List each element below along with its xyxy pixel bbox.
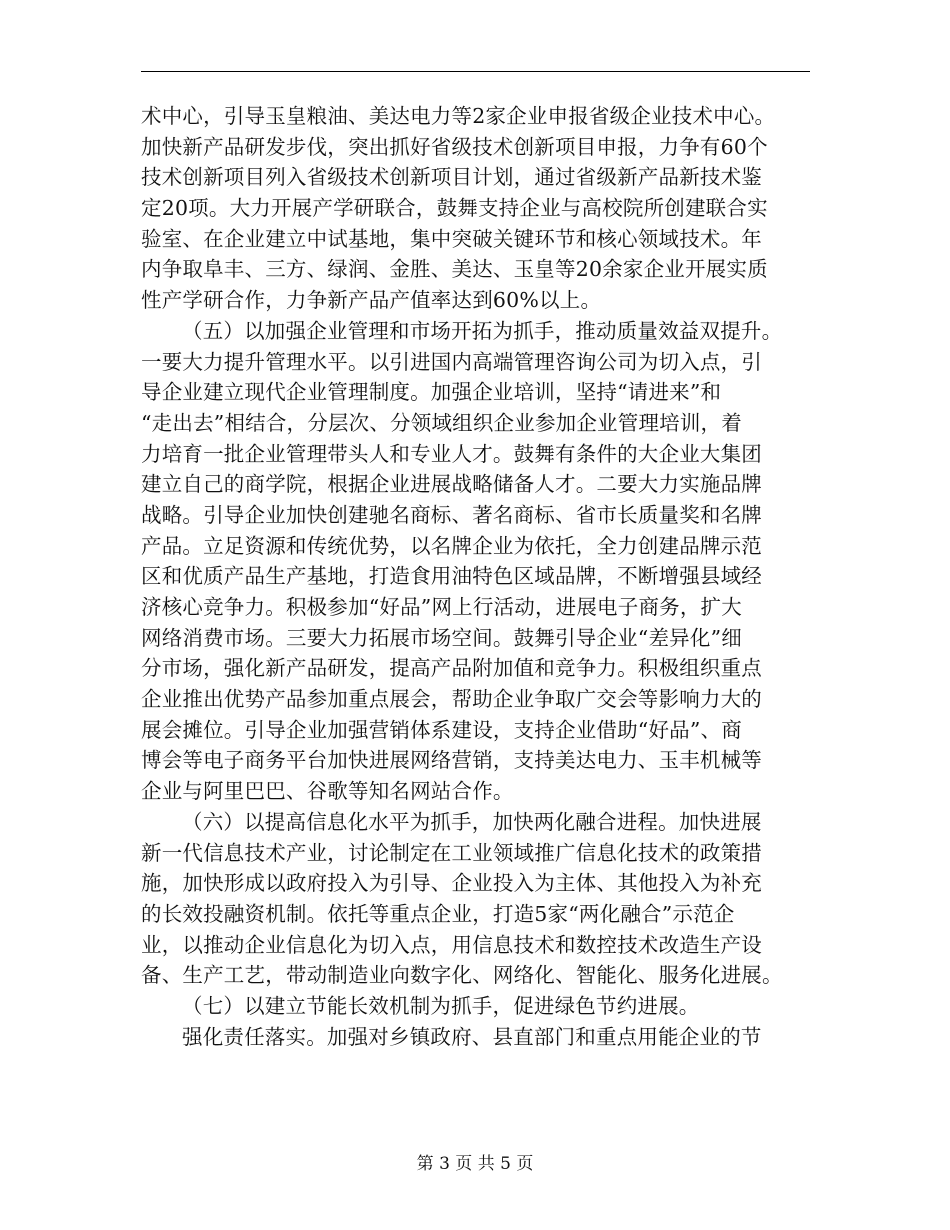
page-footer (0, 1152, 950, 1176)
text-line: 业，以推动企业信息化为切入点，用信息技术和数控技术改造生产设 (141, 932, 762, 957)
text-line: 博会等电子商务平台加快进展网络营销，支持美达电力、玉丰机械等 (141, 748, 762, 773)
text-line: 内争取阜丰、三方、绿润、金胜、美达、玉皇等20余家企业开展实质 (141, 257, 768, 282)
text-line: 区和优质产品生产基地，打造食用油特色区域品牌，不断增强县域经 (141, 564, 762, 589)
header-rule (141, 71, 810, 72)
text-line: 力培育一批企业管理带头人和专业人才。鼓舞有条件的大企业大集团 (141, 441, 762, 466)
text-line: 济核心竞争力。积极参加“好品”网上行活动，进展电子商务，扩大 (141, 595, 742, 619)
text-line: 新一代信息技术产业，讨论制定在工业领域推广信息化技术的政策措 (141, 840, 762, 865)
text-line: 术中心，引导玉皇粮油、美达电力等2家企业申报省级企业技术中心。 (141, 104, 776, 128)
text-line: 施，加快形成以政府投入为引导、企业投入为主体、其他投入为补充 (141, 871, 762, 896)
text-line: （七）以建立节能长效机制为抓手，促进绿色节约进展。 (182, 993, 700, 1018)
text-line: 定20项。大力开展产学研联合，鼓舞支持企业与高校院所创建联合实 (141, 196, 768, 221)
text-line: 加快新产品研发步伐，突出抓好省级技术创新项目申报，力争有60个 (141, 134, 768, 159)
text-line: 企业与阿里巴巴、谷歌等知名网站合作。 (141, 779, 514, 804)
text-line: 企业推出优势产品参加重点展会，帮助企业争取广交会等影响力大的 (141, 687, 762, 712)
text-line: 备、生产工艺，带动制造业向数字化、网络化、智能化、服务化进展。 (141, 963, 783, 988)
text-line: 产品。立足资源和传统优势，以名牌企业为依托，全力创建品牌示范 (141, 533, 762, 558)
text-line: 分市场，强化新产品研发，提高产品附加值和竞争力。积极组织重点 (141, 656, 762, 681)
text-line: 战略。引导企业加快创建驰名商标、著名商标、省市长质量奖和名牌 (141, 502, 762, 527)
text-line: 导企业建立现代企业管理制度。加强企业培训，坚持“请进来”和 (141, 380, 722, 405)
text-line: （六）以提高信息化水平为抓手，加快两化融合进程。加快进展 (182, 809, 762, 834)
text-line: 一要大力提升管理水平。以引进国内高端管理咨询公司为切入点，引 (141, 349, 762, 374)
text-line: “走出去”相结合，分层次、分领域组织企业参加企业管理培训，着 (141, 410, 742, 435)
body-text (141, 101, 810, 1052)
text-line: 展会摊位。引导企业加强营销体系建设，支持企业借助“好品”、商 (141, 717, 742, 742)
text-line: 建立自己的商学院，根据企业进展战略储备人才。二要大力实施品牌 (141, 472, 762, 497)
text-line: 验室、在企业建立中试基地，集中突破关键环节和核心领域技术。年 (141, 226, 762, 251)
text-line: 的长效投融资机制。依托等重点企业，打造5家“两化融合”示范企 (141, 901, 735, 926)
text-line: 网络消费市场。三要大力拓展市场空间。鼓舞引导企业“差异化”细 (141, 625, 742, 650)
text-line: 强化责任落实。加强对乡镇政府、县直部门和重点用能企业的节 (182, 1024, 762, 1049)
text-line: （五）以加强企业管理和市场开拓为抓手，推动质量效益双提升。 (182, 318, 783, 343)
text-line: 技术创新项目列入省级技术创新项目计划，通过省级新产品新技术鉴 (141, 165, 762, 190)
page-number: 第 3 页 共 5 页 (416, 1154, 534, 1174)
text-line: 性产学研合作，力争新产品产值率达到60%以上。 (141, 288, 602, 313)
